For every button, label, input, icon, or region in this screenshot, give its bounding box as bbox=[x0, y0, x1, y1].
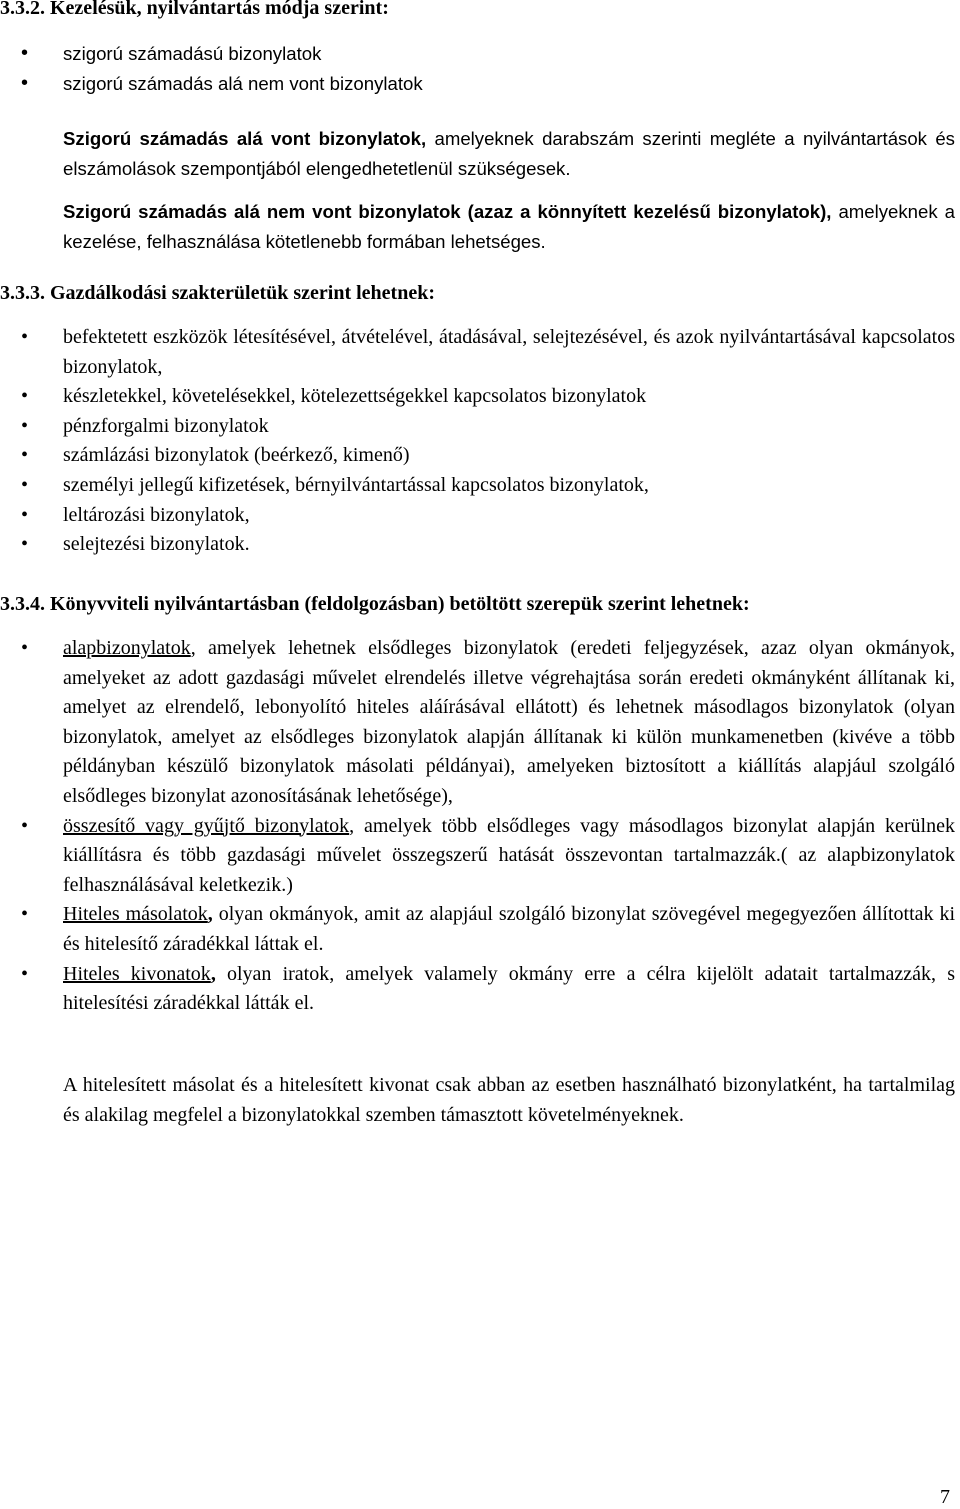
list-item bbox=[0, 634, 955, 812]
section-332-paragraph-2 bbox=[63, 197, 955, 256]
para1-text: amelyeknek darabszám szerinti megléte a nyilvántartások és elszámolások szempontjából elengedhetetlenül szükségesek. bbox=[63, 128, 955, 179]
item-text: , amelyek több elsődleges vagy másodlagos bizonylat alapján kerülnek kiállításra és több gazdasági művelet összegszerű hatását összevontan tartalmazzák.( az alapbizonylatok felhasználásával keletkezik.) bbox=[63, 814, 955, 896]
item-text: , amelyek lehetnek elsődleges bizonylatok (eredeti feljegyzések, azaz olyan okmányok, amelyeket az adott gazdasági művelet elrendelés illetve végrehajtása során eredeti okmányként állítanak ki, amelyet az elrendelő, lebonyolító hiteles aláírásával ellátott) és lehetnek másodlagos bizonylatok (olyan bizonylatok, amelyet az elsődleges bizonylatok alapján állítanak ki külön munkamenetben (kivéve a több példányban készülő bizonylatok másolati példányai), amelyeken biztosított a kiállítás alapjául szolgáló elsődleges bizonylat azonosításának lehetősége), bbox=[63, 637, 955, 807]
closing-paragraph: A hitelesített másolat és a hitelesített kivonat csak abban az esetben használható bizonylatként, ha tartalmilag és alakilag megfelel a bizonylatokkal szemben támasztott követelményeknek. bbox=[63, 1074, 955, 1126]
list-item bbox=[0, 812, 955, 901]
term-comma: , bbox=[210, 962, 216, 985]
list-item: • készletekkel, követelésekkel, kötelezettségekkel kapcsolatos bizonylatok bbox=[0, 382, 955, 412]
page-number: 7 bbox=[940, 1486, 950, 1508]
term-osszesito: összesítő vagy gyűjtő bizonylatok bbox=[63, 814, 350, 837]
section-333-list bbox=[0, 323, 955, 560]
list-item: • pénzforgalmi bizonylatok bbox=[0, 412, 955, 442]
section-333-title: Gazdálkodási szakterületük szerint lehetnek: bbox=[50, 282, 435, 304]
term-alapbizonylatok: alapbizonylatok bbox=[63, 637, 191, 659]
item-text: olyan iratok, amelyek valamely okmány erre a célra kijelölt adatait tartalmazzák, s hitelesítési záradékkal látták el. bbox=[63, 962, 955, 1015]
term-comma: , bbox=[207, 903, 213, 926]
item-text: olyan okmányok, amit az alapjául szolgáló bizonylat szövegével megegyezően állítottak ki és hitelesítő záradékkal láttak el. bbox=[63, 903, 956, 955]
list-item bbox=[0, 900, 955, 959]
list-item: • szigorú számadás alá nem vont bizonylatok bbox=[0, 69, 955, 99]
para1-bold: Szigorú számadás alá vont bizonylatok, bbox=[63, 128, 427, 149]
section-334-number: 3.3.4. bbox=[0, 593, 45, 615]
para2-bold: Szigorú számadás alá nem vont bizonylatok (azaz a könnyített kezelésű bizonylatok), bbox=[63, 201, 832, 222]
list-item: • leltározási bizonylatok, bbox=[0, 501, 955, 531]
section-334-list bbox=[0, 634, 955, 1019]
list-item: • számlázási bizonylatok (beérkező, kimenő) bbox=[0, 441, 955, 471]
section-332-number: 3.3.2. bbox=[0, 0, 45, 19]
section-332-paragraph-1 bbox=[63, 124, 955, 183]
section-332-title: Kezelésük, nyilvántartás módja szerint: bbox=[50, 0, 389, 19]
list-item bbox=[0, 960, 955, 1019]
section-332-heading bbox=[0, 0, 389, 24]
section-334-title: Könyvviteli nyilvántartásban (feldolgozásban) betöltött szerepük szerint lehetnek: bbox=[50, 593, 750, 615]
section-332-list bbox=[0, 39, 955, 98]
section-333-heading bbox=[0, 279, 435, 309]
term-hiteles-kivonatok: Hiteles kivonatok bbox=[63, 962, 211, 985]
section-333-number: 3.3.3. bbox=[0, 282, 45, 304]
list-item: • befektetett eszközök létesítésével, átvételével, átadásával, selejtezésével, és azok nyilvántartásával kapcsolatos bizonylatok, bbox=[0, 323, 955, 382]
list-item: • szigorú számadású bizonylatok bbox=[0, 39, 955, 69]
para2-text: amelyeknek a kezelése, felhasználása kötetlenebb formában lehetséges. bbox=[63, 201, 956, 252]
list-item: • selejtezési bizonylatok. bbox=[0, 530, 955, 560]
section-334-heading bbox=[0, 590, 750, 620]
list-item: • személyi jellegű kifizetések, bérnyilvántartással kapcsolatos bizonylatok, bbox=[0, 471, 955, 501]
term-hiteles-masolatok: Hiteles másolatok bbox=[63, 903, 208, 926]
